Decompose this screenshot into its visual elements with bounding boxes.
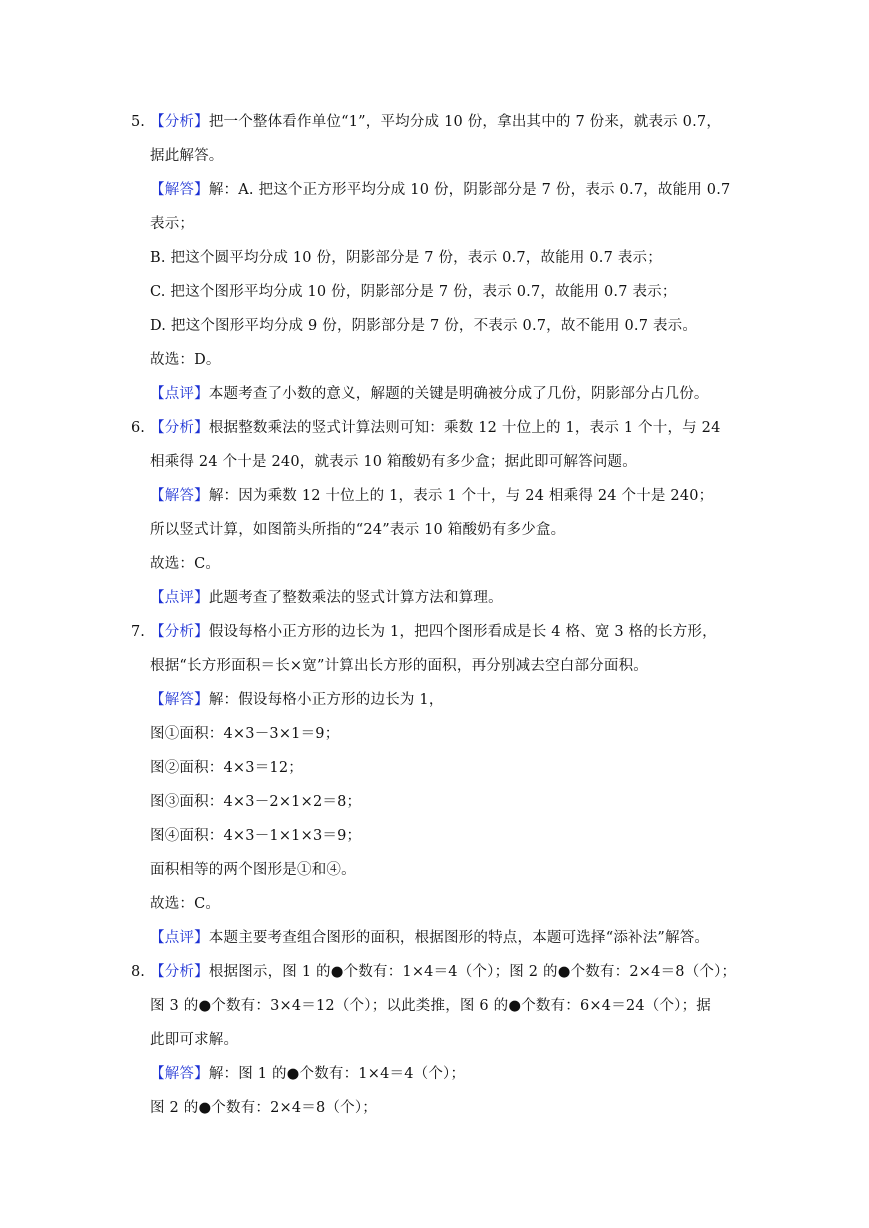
comment-text: 本题考查了小数的意义，解题的关键是明确被分成了几份，阴影部分占几份。 — [208, 386, 709, 402]
analysis-line — [150, 112, 721, 132]
solution-line: B. 把这个圆平均分成 10 份，阴影部分是 7 份，表示 0.7，故能用 0.7 表示； — [150, 250, 662, 266]
solution-line: 所以竖式计算，如图箭头所指的“24”表示 10 箱酸奶有多少盒。 — [150, 522, 566, 538]
analysis-line: 根据“长方形面积＝长×宽”计算出长方形的面积，再分别减去空白部分面积。 — [150, 658, 648, 674]
analysis-line — [150, 418, 721, 438]
solution-text: 解：假设每格小正方形的边长为 1， — [208, 692, 444, 708]
question-number: 7. — [131, 624, 145, 640]
solution-line: 表示； — [150, 216, 195, 232]
comment-text: 此题考查了整数乘法的竖式计算方法和算理。 — [208, 590, 503, 606]
analysis-tag: 【分析】 — [150, 420, 209, 436]
analysis-tag: 【分析】 — [150, 114, 209, 130]
analysis-line: 图 3 的●个数有：3×4＝12（个）；以此类推，图 6 的●个数有：6×4＝24（个）；据 — [150, 998, 711, 1014]
solution-line — [150, 180, 730, 200]
comment-tag: 【点评】 — [150, 386, 209, 402]
question-number: 8. — [131, 964, 145, 980]
solution-line: 图②面积：4×3＝12； — [150, 760, 303, 776]
analysis-line: 据此解答。 — [150, 148, 224, 164]
analysis-tag: 【分析】 — [150, 964, 209, 980]
analysis-text: 根据图示，图 1 的●个数有：1×4＝4（个）；图 2 的●个数有：2×4＝8（个）； — [208, 964, 737, 980]
solution-line — [150, 1064, 465, 1084]
solution-line — [150, 486, 713, 506]
analysis-text: 假设每格小正方形的边长为 1，把四个图形看成是长 4 格、宽 3 格的长方形， — [208, 624, 717, 640]
solution-line — [150, 690, 444, 710]
comment-line — [150, 588, 503, 608]
solution-line: 图①面积：4×3－3×1＝9； — [150, 726, 340, 742]
analysis-line: 相乘得 24 个十是 240，就表示 10 箱酸奶有多少盒；据此即可解答问题。 — [150, 454, 637, 470]
analysis-line: 此即可求解。 — [150, 1032, 239, 1048]
analysis-text: 把一个整体看作单位“1”，平均分成 10 份，拿出其中的 7 份来，就表示 0.7， — [208, 114, 722, 130]
solution-line: 图④面积：4×3－1×1×3＝9； — [150, 828, 362, 844]
solution-line: 图 2 的●个数有：2×4＝8（个）； — [150, 1100, 377, 1116]
solution-tag: 【解答】 — [150, 1066, 209, 1082]
solution-tag: 【解答】 — [150, 182, 209, 198]
analysis-line — [150, 622, 717, 642]
solution-tag: 【解答】 — [150, 692, 209, 708]
solution-tag: 【解答】 — [150, 488, 209, 504]
solution-line: 面积相等的两个图形是①和④。 — [150, 862, 356, 878]
comment-line — [150, 384, 709, 404]
question-number: 5. — [131, 114, 145, 130]
analysis-line — [150, 962, 736, 982]
analysis-text: 根据整数乘法的竖式计算法则可知：乘数 12 十位上的 1，表示 1 个十，与 24 — [208, 420, 721, 436]
answer-line: 故选：D。 — [150, 352, 221, 368]
solution-line: D. 把这个图形平均分成 9 份，阴影部分是 7 份，不表示 0.7，故不能用 0.7 表示。 — [150, 318, 698, 334]
question-number: 6. — [131, 420, 145, 436]
comment-text: 本题主要考查组合图形的面积，根据图形的特点，本题可选择“添补法”解答。 — [208, 930, 710, 946]
solution-text: 解：图 1 的●个数有：1×4＝4（个）； — [208, 1066, 466, 1082]
comment-tag: 【点评】 — [150, 590, 209, 606]
solution-text: 解：因为乘数 12 十位上的 1，表示 1 个十，与 24 相乘得 24 个十是 240； — [208, 488, 714, 504]
answer-line: 故选：C。 — [150, 896, 221, 912]
solution-text: 解：A. 把这个正方形平均分成 10 份，阴影部分是 7 份，表示 0.7，故能用 0.7 — [208, 182, 731, 198]
analysis-tag: 【分析】 — [150, 624, 209, 640]
solution-line: 图③面积：4×3－2×1×2＝8； — [150, 794, 362, 810]
solution-line: C. 把这个图形平均分成 10 份，阴影部分是 7 份，表示 0.7，故能用 0.7 表示； — [150, 284, 677, 300]
answer-line: 故选：C。 — [150, 556, 221, 572]
comment-tag: 【点评】 — [150, 930, 209, 946]
comment-line — [150, 928, 709, 948]
